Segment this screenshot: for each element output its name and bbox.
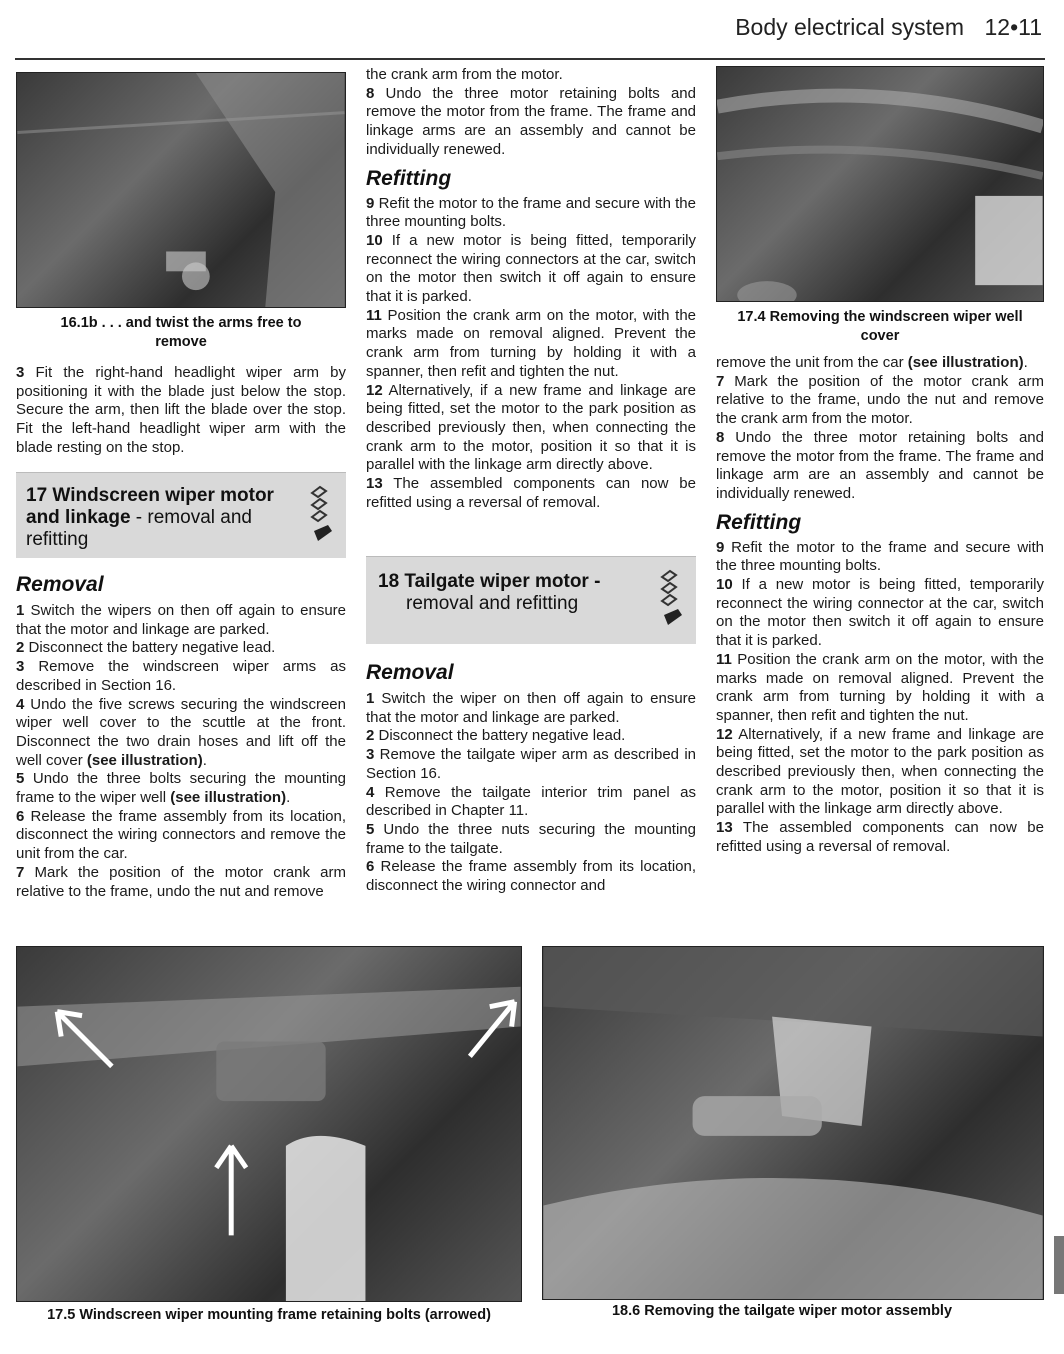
step-10: 10 If a new motor is being fitted, temporarily reconnect the wiring connector at the car, switch on the motor then switch it off again to ensure that it is parked.: [716, 576, 1044, 650]
photo-16-1b: [16, 72, 346, 308]
step-11: 11 Position the crank arm on the motor, with the marks made on removal aligned. Prevent the crank arm from turning by holding it with a spanner, then refit and tighten the nut.: [716, 650, 1044, 724]
step-13: 13 The assembled components can now be refitted using a reversal of removal.: [716, 819, 1044, 855]
spanner-difficulty-icon: [308, 483, 338, 549]
page-header: [0, 10, 1064, 50]
step-5: 5 Undo the three nuts securing the mounting frame to the tailgate.: [366, 820, 696, 857]
step-6: 6 Release the frame assembly from its location, disconnect the wiring connectors and remove the unit from the car.: [16, 807, 346, 863]
photo-caption-18-6: 18.6 Removing the tailgate wiper motor assembly: [611, 1303, 953, 1319]
page-number: 12•11: [984, 14, 1042, 40]
section-17-subtitle: - removal and refitting: [26, 507, 252, 550]
column-2: [366, 66, 696, 512]
paragraph-3: 3 Fit the right-hand headlight wiper arm by positioning it with the blade just below the stop. Secure the arm, then lift the blade over the stop. Fit the left-hand headlight wiper arm with the blade resting on the stop.: [16, 364, 346, 456]
section-18-title: Tailgate wiper motor: [404, 571, 589, 592]
step-12: 12 Alternatively, if a new frame and linkage are being fitted, set the motor to the park position as described previously then, when connecting the crank arm to the motor, position it so that it is parallel with the linkage arm directly above.: [366, 381, 696, 474]
refitting-heading: Refitting: [716, 510, 802, 534]
photo-caption-17-4: 17.4 Removing the windscreen wiper well cover: [737, 309, 1023, 344]
step-9: 9 Refit the motor to the frame and secure with the three mounting bolts.: [716, 538, 1044, 575]
removal-heading: Removal: [366, 661, 454, 684]
step-7: 7 Mark the position of the motor crank arm relative to the frame, undo the nut and remove the crank arm from the motor.: [716, 372, 1044, 428]
step-13: 13 The assembled components can now be refitted using a reversal of removal.: [366, 475, 696, 511]
refitting-heading: Refitting: [366, 166, 452, 190]
step-11: 11 Position the crank arm on the motor, with the marks made on removal aligned. Prevent the crank arm from turning by holding it with a spanner, then refit and tighten the nut.: [366, 306, 696, 380]
photo-18-6: [542, 946, 1044, 1300]
photo-17-4: [716, 66, 1044, 302]
spanner-difficulty-icon: [658, 567, 688, 633]
step-7: 7 Mark the position of the motor crank arm relative to the frame, undo the nut and remove: [16, 863, 346, 900]
step-1: 1 Switch the wipers on then off again to ensure that the motor and linkage are parked.: [16, 602, 346, 638]
step-5: 5 Undo the three bolts securing the mounting frame to the wiper well (see illustration).: [16, 770, 346, 807]
step-4: 4 Undo the five screws securing the windscreen wiper well cover to the scuttle at the front. Disconnect the two drain hoses and lift off the well cover (see illustration).: [16, 695, 346, 769]
photo-caption-17-5: 17.5 Windscreen wiper mounting frame retaining bolts (arrowed): [47, 1307, 491, 1323]
column-3: [716, 66, 1044, 857]
well-cover-photo-illustration: [717, 67, 1043, 301]
step-3: 3 Remove the tailgate wiper arm as described in Section 16.: [366, 746, 696, 782]
column-2-removal: [366, 660, 696, 896]
step-8: 8 Undo the three motor retaining bolts and remove the motor from the frame. The frame and linkage arms are an assembly and cannot be individually renewed.: [366, 84, 696, 158]
step-8: 8 Undo the three motor retaining bolts and remove the motor from the frame. The frame and linkage arm are an assembly and cannot be individually renewed.: [716, 428, 1044, 502]
mounting-frame-photo-illustration: [17, 947, 521, 1301]
column-1-removal: [16, 572, 346, 901]
chapter-title: Body electrical system: [735, 14, 964, 40]
step-12: 12 Alternatively, if a new frame and linkage are being fitted, set the motor to the park position as described previously then, when connecting the crank arm to the motor, position it so that it is parallel with the linkage arm directly above.: [716, 725, 1044, 818]
section-17-title: Windscreen wiper motor and linkage: [26, 485, 274, 528]
wiper-arm-photo-illustration: [17, 73, 345, 307]
tailgate-motor-photo-illustration: [543, 947, 1043, 1299]
photo-caption-16-1b: 16.1b . . . and twist the arms free to remove: [60, 315, 302, 350]
section-17-number: 17: [26, 485, 48, 506]
section-18-header: 18 Tailgate wiper motor - removal and refitting: [366, 556, 696, 644]
column-1: [16, 72, 346, 458]
step-3: 3 Remove the windscreen wiper arms as described in Section 16.: [16, 658, 346, 694]
section-17-header: [16, 472, 346, 558]
step-9: 9 Refit the motor to the frame and secure with the three mounting bolts.: [366, 194, 696, 231]
photo-17-5: [16, 946, 522, 1302]
removal-heading: Removal: [16, 573, 104, 596]
section-18-subtitle: removal and refitting: [406, 593, 579, 614]
step-2: 2 Disconnect the battery negative lead.: [16, 639, 276, 657]
step-6: 6 Release the frame assembly from its location, disconnect the wiring connector and: [366, 858, 696, 895]
header-rule: [15, 58, 1045, 60]
step-4: 4 Remove the tailgate interior trim panel as described in Chapter 11.: [366, 783, 696, 820]
step-2: 2 Disconnect the battery negative lead.: [366, 727, 626, 745]
step-1: 1 Switch the wiper on then off again to ensure that the motor and linkage are parked.: [366, 690, 696, 726]
chapter-edge-tab: [1054, 1236, 1064, 1294]
section-18-number: 18: [378, 571, 400, 592]
continued-text: remove the unit from the car (see illustration).: [716, 354, 1028, 371]
continued-text: the crank arm from the motor.: [366, 66, 563, 83]
step-10: 10 If a new motor is being fitted, temporarily reconnect the wiring connectors at the car, switch on the motor then switch it off again to ensure that it is parked.: [366, 231, 696, 306]
